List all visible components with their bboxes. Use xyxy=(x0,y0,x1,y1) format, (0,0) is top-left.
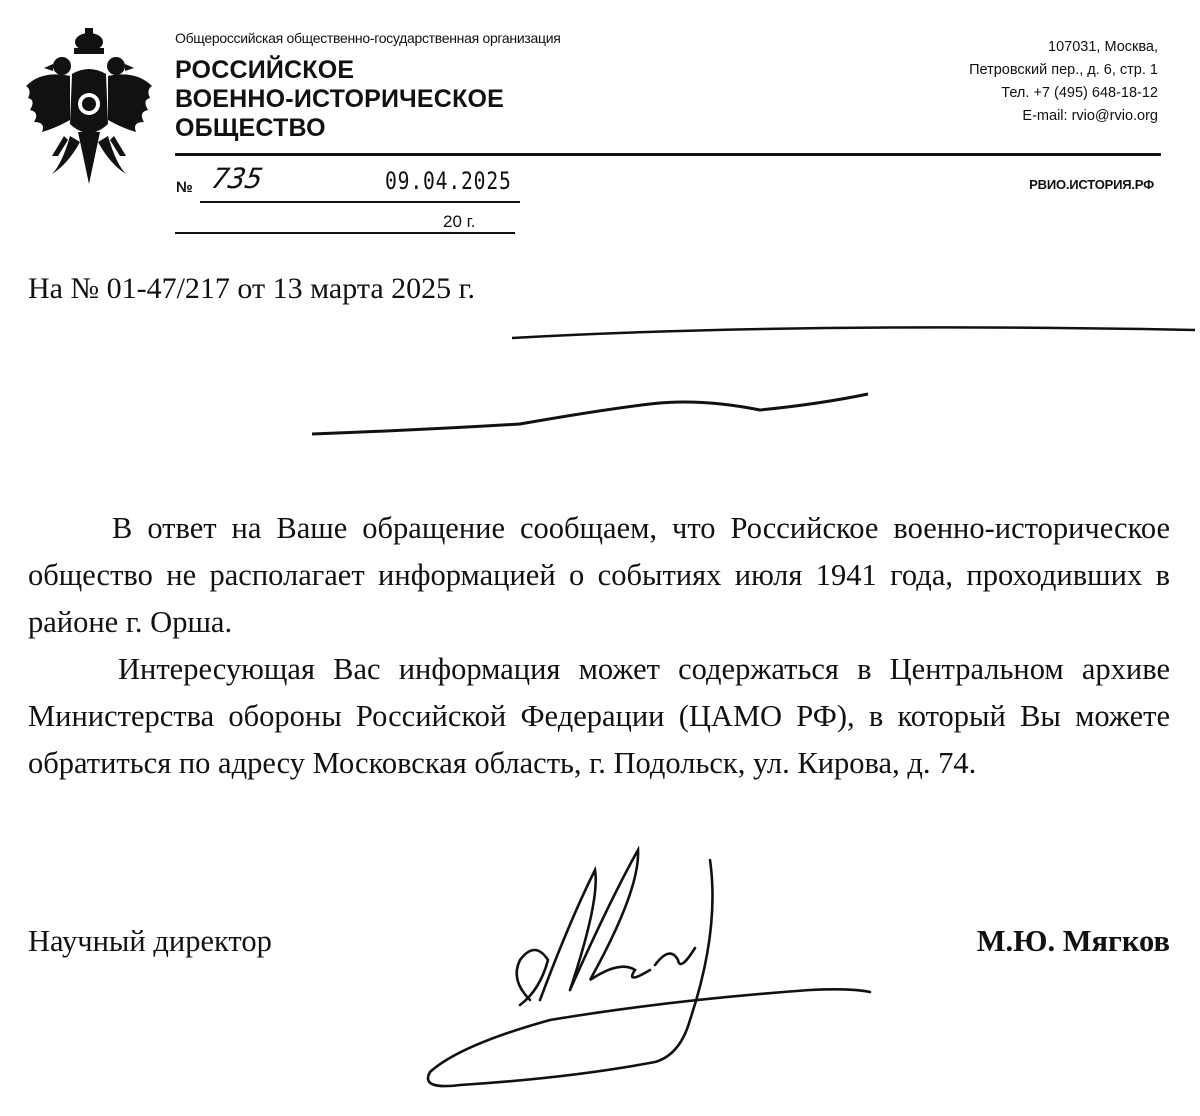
org-website: РВИО.ИСТОРИЯ.РФ xyxy=(1029,177,1154,192)
outgoing-number: 735 xyxy=(209,162,266,195)
year-placeholder: 20 г. xyxy=(443,212,476,231)
org-subtitle: Общероссийская общественно-государственная организация xyxy=(175,30,561,46)
second-date-line xyxy=(175,232,515,234)
letter-body xyxy=(28,505,1170,787)
org-address xyxy=(969,36,1158,128)
body-paragraph-1: В ответ на Ваше обращение сообщаем, что Российское военно-историческое общество не располагает информацией о событиях июля 1941 года, проходивших в районе г. Орша. xyxy=(28,511,1170,639)
org-name-line1: РОССИЙСКОЕ xyxy=(175,56,355,84)
number-date-line xyxy=(200,201,520,203)
reference-line: На № 01-47/217 от 13 марта 2025 г. xyxy=(28,272,476,305)
letterhead-divider xyxy=(175,153,1161,156)
date-stamp: 09.04.2025 xyxy=(385,167,512,195)
org-phone: Тел. +7 (495) 648-18-12 xyxy=(1001,85,1158,101)
org-name-line3: ОБЩЕСТВО xyxy=(175,114,326,142)
outgoing-number-label: № xyxy=(176,179,193,196)
signatory-name: М.Ю. Мягков xyxy=(976,924,1170,958)
org-email: E-mail: rvio@rvio.org xyxy=(1022,108,1158,124)
org-name-line2: ВОЕННО-ИСТОРИЧЕСКОЕ xyxy=(175,85,505,113)
signatory-title: Научный директор xyxy=(28,924,272,958)
body-paragraph-2: Интересующая Вас информация может содержаться в Центральном архиве Министерства обороны Российской Федерации (ЦАМО РФ), в который Вы можете обратиться по адресу Московская область, г. Подольск, ул. Кирова, д. 74. xyxy=(28,652,1170,780)
address-street: Петровский пер., д. 6, стр. 1 xyxy=(969,62,1158,78)
handwritten-signature xyxy=(420,840,880,1110)
double-headed-eagle-icon xyxy=(22,24,156,198)
org-name xyxy=(175,56,504,143)
address-city: 107031, Москва, xyxy=(1048,39,1158,55)
